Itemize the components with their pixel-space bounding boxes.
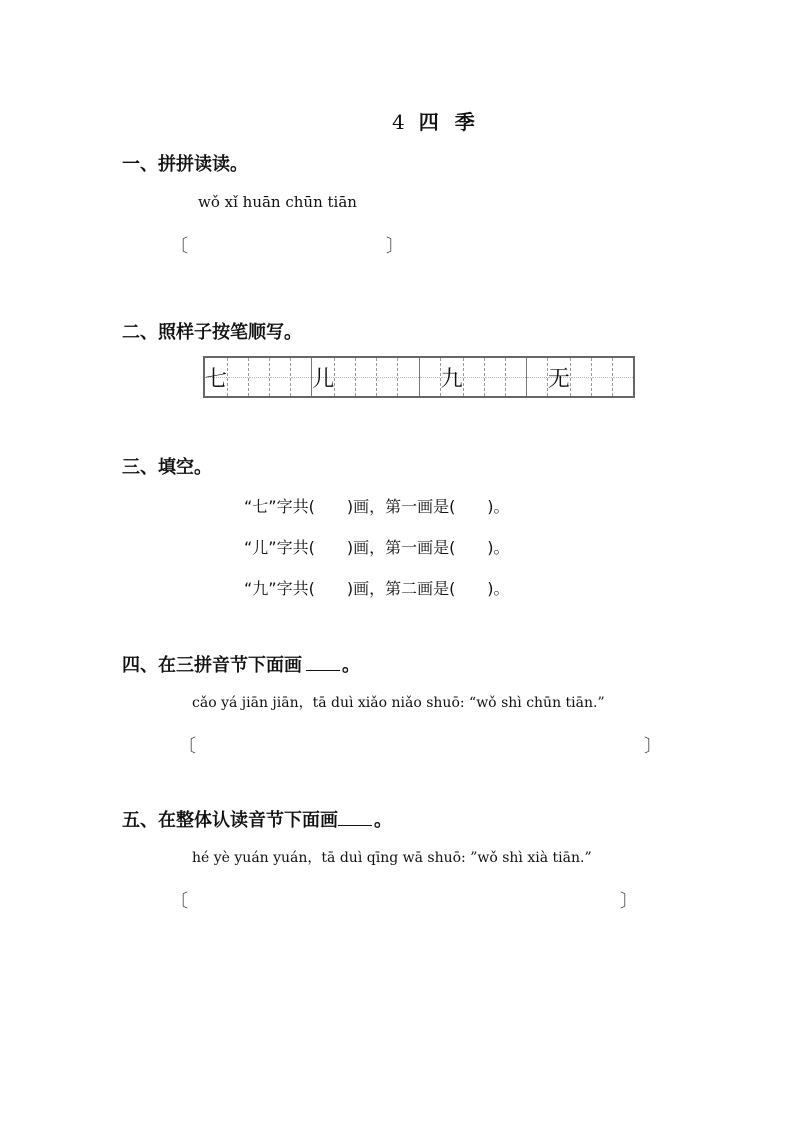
section4-heading-text: 四、在三拼音节下面画 [122, 655, 302, 676]
underline-sample [338, 811, 372, 826]
section4-bracket-right: 〕 [644, 736, 662, 757]
section5-pinyin: hé yè yuán yuán，tā duì qīng wā shuō: ”wǒ shì xià tiān.” [192, 850, 592, 866]
grid-cell[interactable]: 七 [205, 358, 228, 396]
grid-cell[interactable] [398, 358, 419, 396]
section5-heading-end: 。 [374, 810, 392, 831]
grid-cell[interactable] [571, 358, 592, 396]
lesson-number: 4 [392, 110, 405, 134]
section5-bracket-left: 〔 [170, 891, 188, 912]
title-char-2: 季 [454, 110, 475, 134]
section5-heading [122, 806, 392, 832]
grid-cell[interactable] [592, 358, 613, 396]
grid-cell[interactable] [420, 358, 441, 396]
grid-cell[interactable] [228, 358, 249, 396]
grid-cell[interactable]: 九 [441, 358, 464, 396]
grid-cell[interactable] [613, 358, 633, 396]
grid-cell[interactable] [335, 358, 356, 396]
grid-cell[interactable] [356, 358, 377, 396]
grid-cell[interactable] [506, 358, 527, 396]
section4-heading-end: 。 [342, 655, 360, 676]
section1-answer-field[interactable] [190, 236, 386, 254]
section2-heading: 二、照样子按笔顺写。 [122, 322, 302, 343]
grid-cell[interactable] [291, 358, 312, 396]
section1-bracket-left: 〔 [170, 236, 188, 257]
section1-heading: 一、拼拼读读。 [122, 154, 248, 175]
section5-answer-field[interactable] [190, 891, 620, 909]
grid-cell[interactable] [249, 358, 270, 396]
section5-heading-text: 五、在整体认读音节下面画 [122, 810, 338, 831]
grid-cell[interactable] [270, 358, 291, 396]
section1-pinyin: wǒ xǐ huān chūn tiān [198, 193, 357, 211]
fill-line-2[interactable]: “儿”字共( )画，第一画是( )。 [244, 538, 510, 557]
section3-heading: 三、填空。 [122, 457, 212, 478]
title-char-1: 四 [418, 110, 439, 134]
section4-heading [122, 651, 360, 677]
page-title [392, 106, 475, 135]
section4-bracket-left: 〔 [178, 736, 196, 757]
fill-line-1[interactable]: “七”字共( )画，第一画是( )。 [244, 497, 510, 516]
grid-cell[interactable] [485, 358, 506, 396]
section4-pinyin: cǎo yá jiān jiān，tā duì xiǎo niǎo shuō: “wǒ shì chūn tiān.” [192, 695, 605, 711]
fill-line-3[interactable]: “九”字共( )画，第二画是( )。 [244, 579, 510, 598]
grid-cell[interactable]: 儿 [312, 358, 335, 396]
grid-cell[interactable] [464, 358, 485, 396]
grid-cell[interactable] [377, 358, 398, 396]
section1-bracket-right: 〕 [386, 236, 404, 257]
grid-cell[interactable]: 无 [548, 358, 571, 396]
writing-grid [203, 356, 635, 398]
section5-bracket-right: 〕 [620, 891, 638, 912]
underline-sample [306, 656, 340, 671]
grid-cell[interactable] [527, 358, 548, 396]
section4-answer-field[interactable] [198, 736, 644, 754]
